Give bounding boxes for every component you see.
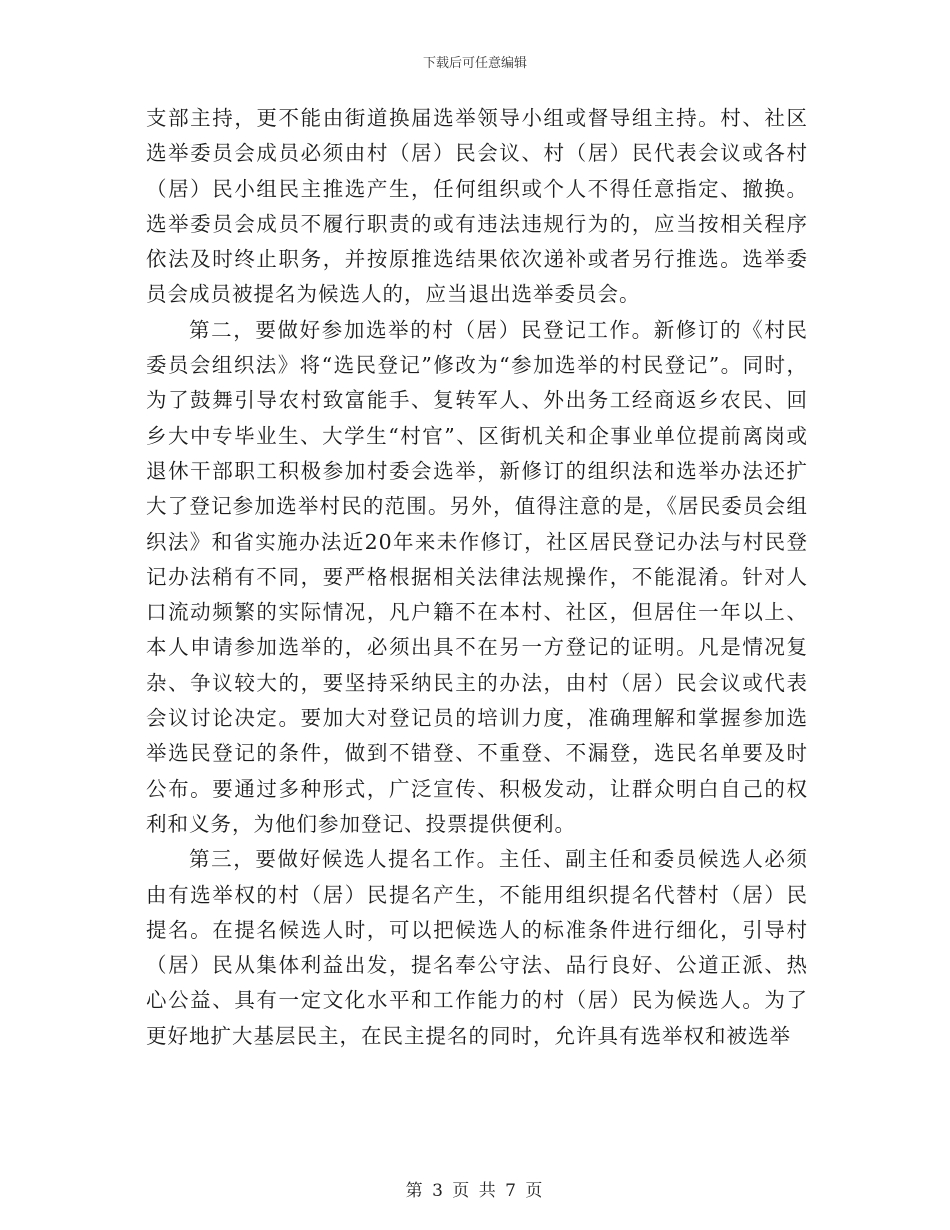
page-header: 下载后可任意编辑	[422, 56, 527, 71]
page-number: 第 3 页 共 7 页	[405, 1181, 545, 1201]
paragraph-voter-registration: 第二，要做好参加选举的村（居）民登记工作。新修订的《村民委员会组织法》将“选民登记”修改为“参加选举的村民登记”。同时，为了鼓舞引导农村致富能手、复转军人、外出务工经商返乡农民、回乡大中专毕业生、大学生“村官”、区街机关和企事业单位提前离岗或退休干部职工积极参加村委会选举，新修订的组织法和选举办法还扩大了登记参加选举村民的范围。另外，值得注意的是，《居民委员会组织法》和省实施办法近20年来未作修订，社区居民登记办法与村民登记办法稍有不同，要严格根据相关法律法规操作，不能混淆。针对人口流动频繁的实际情况，凡户籍不在本村、社区，但居住一年以上、本人申请参加选举的，必须出具不在另一方登记的证明。凡是情况复杂、争议较大的，要坚持采纳民主的办法，由村（居）民会议或代表会议讨论决定。要加大对登记员的培训力度，准确理解和掌握参加选举选民登记的条件，做到不错登、不重登、不漏登，选民名单要及时公布。要通过多种形式，广泛宣传、积极发动，让群众明白自己的权利和义务，为他们参加登记、投票提供便利。	[146, 317, 808, 836]
paragraph-continuation: 支部主持，更不能由街道换届选举领导小组或督导组主持。村、社区选举委员会成员必须由村（居）民会议、村（居）民代表会议或各村（居）民小组民主推选产生，任何组织或个人不得任意指定、撤换。选举委员会成员不履行职责的或有违法违规行为的，应当按相关程序依法及时终止职务，并按原推选结果依次递补或者另行推选。选举委员会成员被提名为候选人的，应当退出选举委员会。	[146, 106, 808, 307]
document-body	[146, 101, 808, 1054]
paragraph-candidate-nomination: 第三，要做好候选人提名工作。主任、副主任和委员候选人必须由有选举权的村（居）民提名产生，不能用组织提名代替村（居）民提名。在提名候选人时，可以把候选人的标准条件进行细化，引导村（居）民从集体利益出发，提名奉公守法、品行良好、公道正派、热心公益、具有一定文化水平和工作能力的村（居）民为候选人。为了更好地扩大基层民主，在民主提名的同时，允许具有选举权和被选举	[146, 847, 808, 1048]
